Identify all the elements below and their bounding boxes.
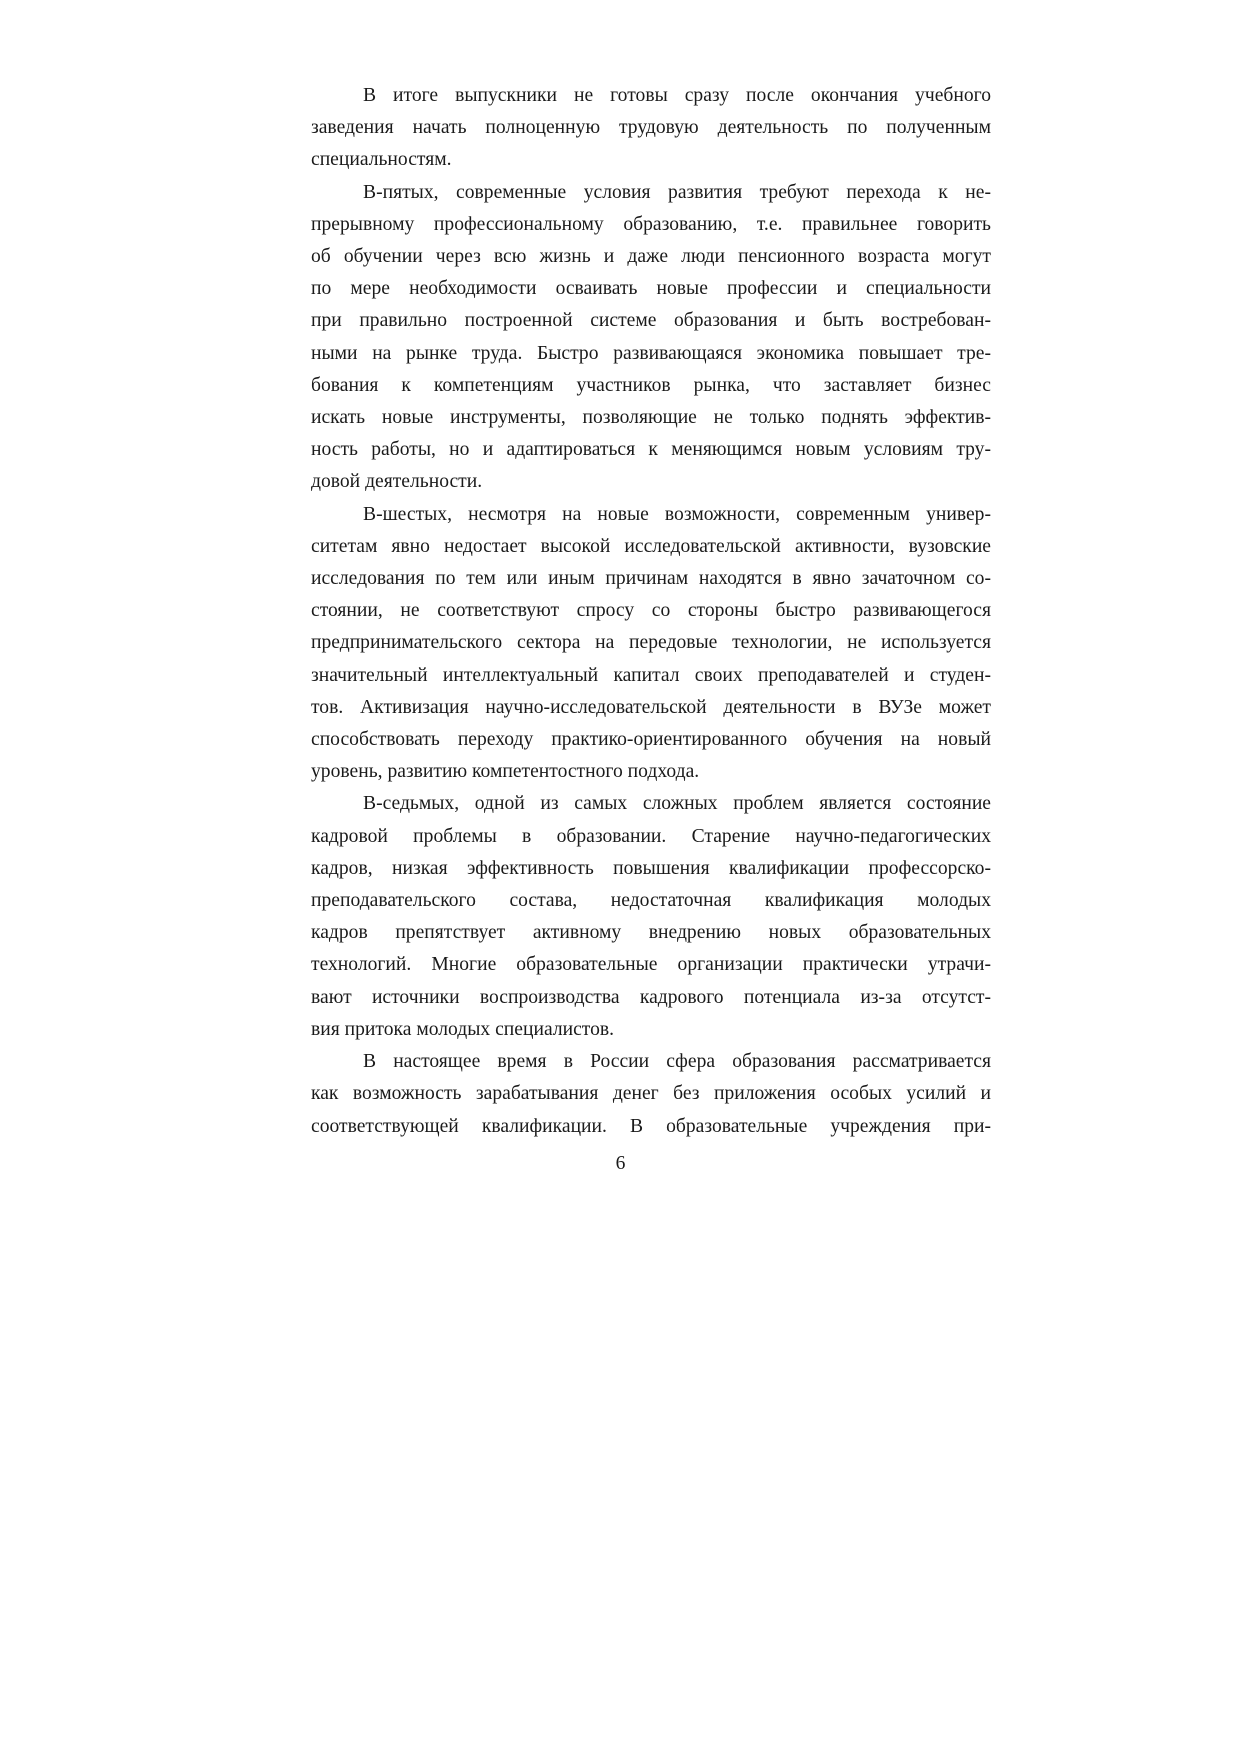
page-body [311,80,991,1143]
text-line: исследования по тем или иным причинам находятся в явно зачаточном со- [311,568,991,590]
paragraph-1 [311,80,991,177]
text-line: предпринимательского сектора на передовые технологии, не используется [311,632,991,654]
text-line: прерывному профессиональному образованию, т.е. правильнее говорить [311,213,991,235]
text-line: об обучении через всю жизнь и даже люди пенсионного возраста могут [311,246,991,268]
text-line: ность работы, но и адаптироваться к меняющимся новым условиям тру- [311,439,991,461]
text-line: ситетам явно недостает высокой исследовательской активности, вузовские [311,535,991,557]
text-line: тов. Активизация научно-исследовательской деятельности в ВУЗе может [311,696,991,718]
text-line: вия притока молодых специалистов. [311,1018,615,1040]
text-line: стоянии, не соответствуют спросу со стороны быстро развивающегося [311,600,991,622]
text-line: В-седьмых, одной из самых сложных проблем является состояние [363,793,991,815]
text-line: бования к компетенциям участников рынка, что заставляет бизнес [311,374,991,396]
page-number: 6 [615,1153,626,1174]
text-line: довой деятельности. [311,471,483,493]
text-line: кадров препятствует активному внедрению новых образовательных [311,922,991,944]
text-line: кадровой проблемы в образовании. Старение научно-педагогических [311,825,991,847]
text-line: В итоге выпускники не готовы сразу после окончания учебного [363,85,991,106]
text-line: заведения начать полноценную трудовую деятельность по полученным [311,117,991,139]
text-line: вают источники воспроизводства кадрового потенциала из-за отсутст- [311,986,991,1008]
text-line: искать новые инструменты, позволяющие не только поднять эффектив- [311,407,991,429]
paragraph-2 [311,177,991,499]
text-line: специальностям. [311,149,452,171]
text-line: преподавательского состава, недостаточная квалификация молодых [311,890,991,912]
paragraph-4 [311,788,991,1046]
text-line: способствовать переходу практико-ориентированного обучения на новый [311,729,991,751]
text-line: как возможность зарабатывания денег без приложения особых усилий и [311,1083,991,1105]
text-line: кадров, низкая эффективность повышения квалификации профессорско- [311,857,991,879]
text-line: В настоящее время в России сфера образования рассматривается [363,1051,991,1073]
text-line: по мере необходимости осваивать новые профессии и специальности [311,278,991,300]
text-line: значительный интеллектуальный капитал своих преподавателей и студен- [311,664,991,686]
text-line: В-пятых, современные условия развития требуют перехода к не- [363,181,991,203]
text-line: уровень, развитию компетентостного подхода. [311,761,700,783]
paragraph-5 [311,1046,991,1143]
text-line: В-шестых, несмотря на новые возможности, современным универ- [363,503,991,525]
text-line: при правильно построенной системе образования и быть востребован- [311,310,991,332]
text-line: ными на рынке труда. Быстро развивающаяся экономика повышает тре- [311,342,991,364]
text-line: технологий. Многие образовательные организации практически утрачи- [311,954,991,976]
paragraph-3 [311,499,991,789]
text-line: соответствующей квалификации. В образовательные учреждения при- [311,1115,991,1137]
